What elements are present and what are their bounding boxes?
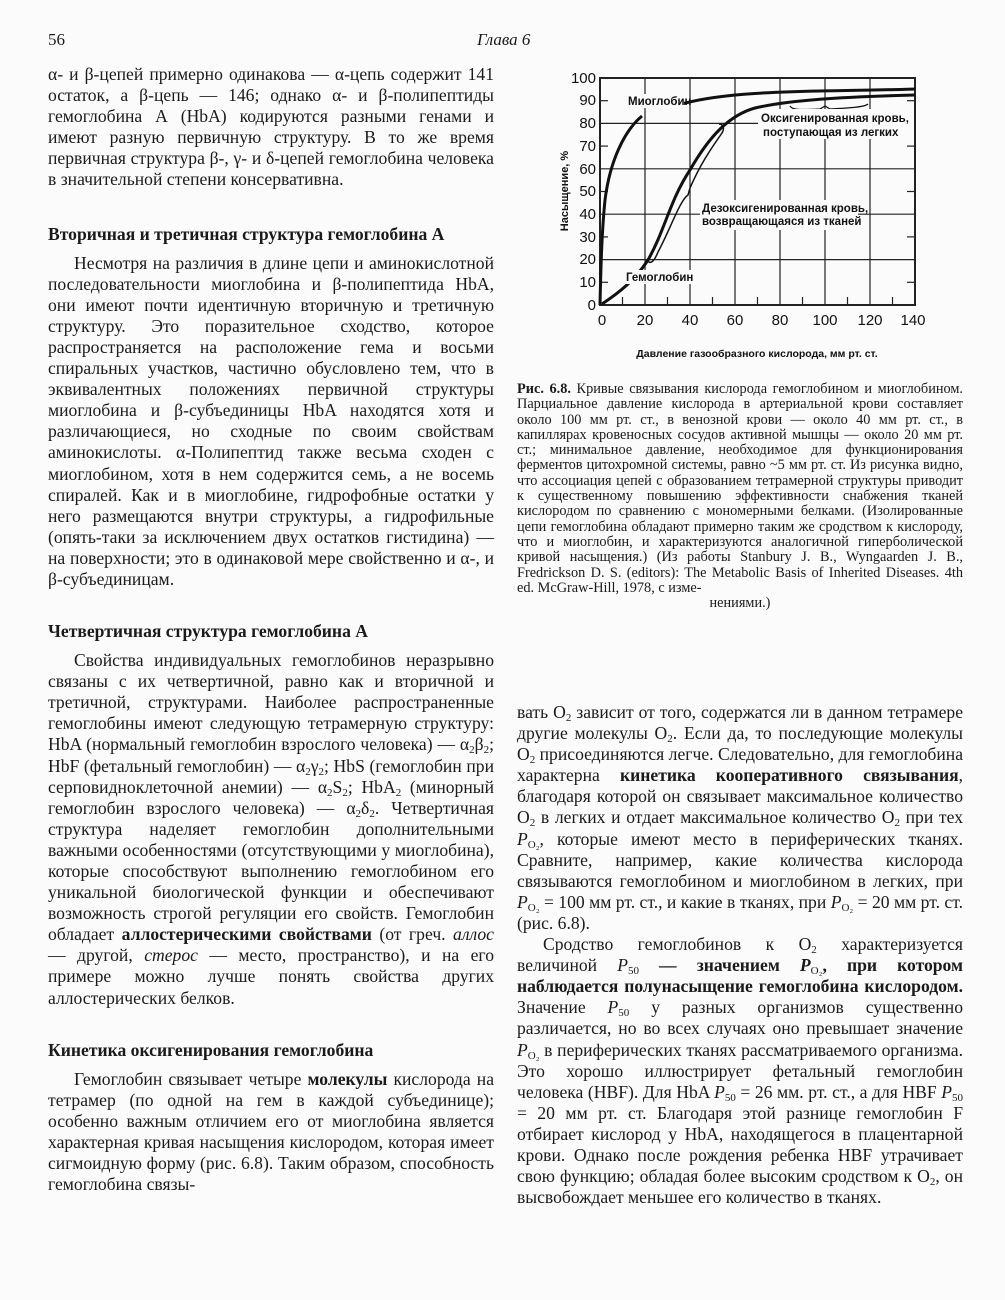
svg-text:Гемоглобин: Гемоглобин [626,272,694,284]
svg-text:10: 10 [579,274,596,291]
svg-text:Миоглобин: Миоглобин [628,96,692,108]
svg-text:Оксигенированная кровь,: Оксигенированная кровь, [761,113,909,125]
heading-secondary-tertiary: Вторичная и третичная структура гемоглобина А [48,223,445,244]
svg-text:Дезоксигенированная кровь,: Дезоксигенированная кровь, [702,203,869,215]
y-tick-labels [571,70,596,314]
svg-text:70: 70 [579,138,596,155]
chart-svg [530,60,950,370]
caption-text: Кривые связывания кислорода гемоглобином и миоглобином. Парциальное давление кислорода в артериальной крови составляет около 100 мм рт. ст., в венозной крови — около 40 мм рт. ст., в капиллярах кровеносных сосудов активной мышцы — около 20 мм рт. ст.; минимальное давление, необходимое для функционирования ферментов цитохромной системы, равно ~5 мм рт. ст. Из рисунка видно, что ассоциация цепей с образованием тетрамерной структуры приводит к существенному повышению эффективности снабжения тканей кислородом по сравнению с мономерными белками. (Изолированные цепи гемоглобина обладают примерно таким же сродством к кислороду, что и миоглобин, и характеризуются аналогичной гиперболической кривой насыщения.) (Из работы Stanbury J. B., Wyngaarden J. B., Fredrickson D. S. (editors): The Metabolic Basis of Inherited Diseases. 4th ed. McGraw-Hill, 1978, с изме- [517,381,963,596]
caption-end: нениями.) [709,595,771,612]
svg-text:120: 120 [857,312,883,329]
svg-text:поступающая из легких: поступающая из легких [763,127,899,139]
svg-text:100: 100 [812,312,838,329]
svg-text:90: 90 [579,92,596,109]
paragraph-secondary-tertiary: Несмотря на различия в длине цепи и аминокислотной последовательности миоглобина и β-полипептида HbA, они имеют почти идентичную вторичную и третичную структуру. Это поразительное сходство, которое распространяется на расположение гема и восьми спиральных участков, частично обусловлено тем, что в эквивалентных положениях первичной структуры миоглобина и β-субъединицы HbA находятся хотя и различающиеся, но сходные по своим свойствам аминокислоты. α-Полипептид также весьма сходен с миоглобином, хотя в нем содержится семь, а не восемь спиралей. Как и в миоглобине, гидрофобные остатки у него размещаются внутри структуры, а гидрофильные (опять-таки за исключением двух остатков гистидина) — на поверхности; это в одинаковой мере свойственно и α-, и β-субъединицам. [48,252,494,589]
figure-caption [517,382,963,611]
svg-text:0: 0 [587,297,596,314]
svg-text:40: 40 [681,312,699,329]
svg-text:20: 20 [636,312,654,329]
svg-text:80: 80 [579,115,596,132]
svg-text:40: 40 [579,206,596,223]
svg-text:60: 60 [726,312,744,329]
figure-oxygen-binding-chart [530,60,950,370]
svg-text:30: 30 [579,229,596,246]
svg-text:80: 80 [771,312,789,329]
left-column [48,64,494,1195]
svg-text:140: 140 [900,312,926,329]
paragraph-cooperative-binding: вать $O_2$ зависит от того, содержатся ли в данном тетрамере другие молекулы $O_2$. Если да, то последующие молекулы $O_2$ присоединяются легче. Следовательно, для гемоглобина характерна кинетика кооперативного связывания, благодаря которой он связывает максимальное количество $O_2$ в легких и отдает максимальное количество $O_2$ при тех $P_{O_2}$, которые имеют место в периферических тканях. Сравните, например, какие количества кислорода связываются гемоглобином и миоглобином в легких, при $P_{O_2} = 100$ мм рт. ст., и какие в тканях, при $P_{O_2} = 20$ мм рт. ст. (рис. 6.8). [517,702,964,933]
svg-text:20: 20 [579,251,596,268]
heading-quaternary: Четвертичная структура гемоглобина А [48,621,368,642]
svg-text:60: 60 [579,161,596,178]
y-axis-label: Насыщение, % [559,150,571,232]
oxy-bracket [790,104,868,110]
x-tick-labels [598,312,926,329]
term-cooperative-binding: кинетика кооперативного связывания [619,765,959,786]
svg-text:100: 100 [570,70,596,87]
paragraph-quaternary: Свойства индивидуальных гемоглобинов неразрывно связаны с их четвертичной, равно как и вторичной и третичной, структурами. Наиболее распространенные гемоглобины имеют следующую тетрамерную структуру: HbA (нормальный гемоглобин взрослого человека) — $\alpha_2\beta_2$; HbF (фетальный гемоглобин) — $\alpha_2\gamma_2$; HbS (гемоглобин при серповидноклеточной анемии) — $\alpha_2S_2$; HbA$_2$ (минорный гемоглобин взрослого человека) — $\alpha_2\delta_2$. Четвертичная структура наделяет гемоглобин дополнительными важными особенностями (отсутствующими у миоглобина), которые способствуют выполнению гемоглобином его уникальной биологической функции и обеспечивают возможность строгой регуляции его свойств. Гемоглобин обладает аллостерическими свойствами (от греч. аллос — другой, стерос — место, пространство), и на его примере можно лучше понять свойства других аллостерических белков. [48,650,494,1008]
heading-oxygenation-kinetics: Кинетика оксигенирования гемоглобина [48,1039,374,1060]
svg-text:возвращающаяся из тканей: возвращающаяся из тканей [702,216,862,228]
paragraph-primary-structure: α- и β-цепей примерно одинакова — α-цепь содержит 141 остаток, а β-цепь — 146; однако α- и β-полипептиды гемоглобина А (HbA) кодируются разными генами и имеют разную первичную структуру. В то же время первичная структура β-, γ- и δ-цепей гемоглобина человека в значительной степени консервативна. [48,64,494,190]
svg-text:0: 0 [597,312,607,329]
right-column [517,702,963,1208]
svg-text:50: 50 [579,183,596,200]
running-head: Глава 6 [477,30,531,49]
chart-annotations [625,94,914,284]
paragraph-p50: Сродство гемоглобинов к $O_2$ характеризуется величиной $P_{50}$ — значением $P_{O_2}$, при котором наблюдается полунасыщение гемоглобина кислородом. Значение $P_{50}$ у разных организмов существенно различается, но во всех случаях оно превышает значение $P_{O_2}$ в периферических тканях рассматриваемого организма. Это хорошо иллюстрирует фетальный гемоглобин человека (HBF). Для HbA $P_{50} = 26$ мм. рт. ст., а для HBF $P_{50} = 20$ мм рт. ст. Благодаря этой разнице гемоглобин F отбирает кислород у HbA, находящегося в плацентарной крови. Однако после рождения ребенка HBF утрачивает свою функцию; обладая более высоким сродством к $O_2$, он высвобождает меньшее его количество в тканях. [517,934,964,1208]
term-allosteric: аллостерическими свойствами [121,924,372,945]
x-axis-label: Давление газообразного кислорода, мм рт. ст. [636,348,878,360]
caption-label: Рис. 6.8. [517,381,571,397]
page-number: 56 [48,30,65,49]
paragraph-oxygenation-kinetics: Гемоглобин связывает четыре молекулы кислорода на тетрамер (по одной на гем в каждой субъединице); особенно важным отличием его от миоглобина является характерная кривая насыщения кислородом, которая имеет сигмоидную форму (рис. 6.8). Таким образом, способность гемоглобина связы- [48,1068,495,1195]
